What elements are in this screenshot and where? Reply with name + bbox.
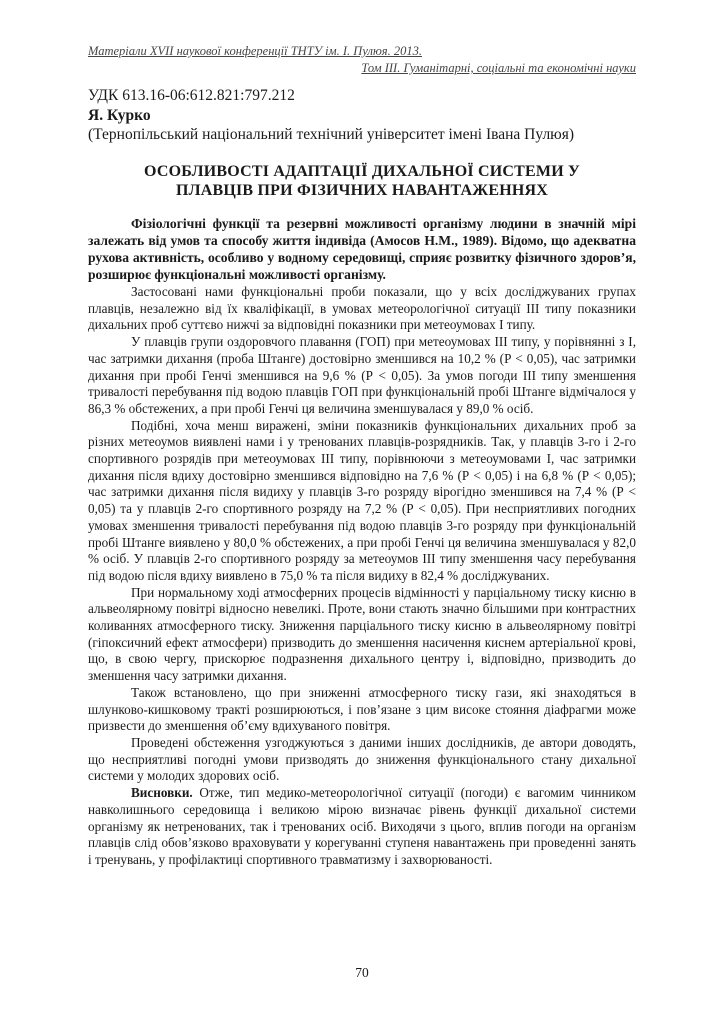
header-conference: Матеріали XVІІ наукової конференції ТНТУ ім. І. Пулюя. 2013. [88,44,422,58]
title-line-1: ОСОБЛИВОСТІ АДАПТАЦІЇ ДИХАЛЬНОЇ СИСТЕМИ У [143,163,580,180]
body-paragraph: Подібні, хоча менш виражені, зміни показників функціональних дихальних проб за різних метеоумов виявлені нами і у тренованих плавців-розрядників. Так, у плавців 3-го і 2-го спортивного розрядів при метеоумовах ІІІ типу, порівнюючи з метеоумовами І, час затримки дихання після вдиху достовірно зменшився відповідно на 7,6 % (Р < 0,05) і на 6,8 % (Р < 0,05); час затримки дихання після видиху у плавців 3-го розряду вірогідно зменшився на 7,4 % (Р < 0,05) та у плавців 2-го спортивного розряду на 7,2 % (Р < 0,05). При несприятливих погодних умовах зменшення тривалості перебування під водою плавців 3-го розряду при функціональній пробі Штанге виявлено у 80,0 % обстежених, а при пробі Генчі ця величина зменшувалася у 82,0 % осіб. У плавців 2-го спортивного розряду за метеоумов ІІІ типу зменшення часу перебування під водою після вдиху виявлено в 75,0 % та після видиху в 82,4 % досліджуваних. [88,417,636,583]
body-paragraph: У плавців групи оздоровчого плавання (ГОП) при метеоумовах ІІІ типу, у порівнянні з І, час затримки дихання (проба Штанге) достовірно зменшився на 10,2 % (Р < 0,05), час затримки дихання при пробі Генчі зменшився на 9,6 % (Р < 0,05). За умов погоди ІІІ типу зменшення тривалості перебування під водою плавців ГОП при функціональній пробі Штанге відмічалося у 86,3 % обстежених, а при пробі Генчі ця величина зменшувалася у 89,0 % осіб. [88,334,636,416]
body-paragraph: Також встановлено, що при зниженні атмосферного тиску гази, які знаходяться в шлунково-кишковому тракті розширюються, і пов’язане з цим високе стояння діафрагми може призвести до зменшення об’єму вдихуваного повітря. [88,684,636,734]
author-name: Я. Курко [88,107,151,124]
header-volume: Том ІІІ. Гуманітарні, соціальні та економічні науки [361,61,636,75]
conclusions-paragraph [88,785,636,869]
author-affiliation: (Тернопільський національний технічний університет імені Івана Пулюя) [88,126,575,143]
body-paragraph: При нормальному ході атмосферних процесів відмінності у парціальному тиску кисню в альвеолярному повітрі відносно невеликі. Проте, вони стають значно більшими при контрастних коливаннях атмосферного тиску. Зниження парціального тиску кисню в альвеолярному повітрі (гіпоксичний ефект атмосфери) призводить до зменшення насичення киснем артеріальної крові, що, в свою чергу, прискорює подразнення дихального центру і, відповідно, призводить до зменшення часу затримки дихання. [88,584,636,684]
conclusions-label: Висновки. [131,785,193,801]
running-header [88,44,636,76]
body-paragraph: Застосовані нами функціональні проби показали, що у всіх досліджуваних групах плавців, незалежно від їх кваліфікації, в умовах метеорологічної ситуації ІІІ типу показники дихальних проб суттєво нижчі за відповідні показники при метеоумовах І типу. [88,284,636,333]
title-line-2: ПЛАВЦІВ ПРИ ФІЗИЧНИХ НАВАНТАЖЕННЯХ [175,182,549,199]
paper-title [88,162,636,200]
abstract-paragraph: Фізіологічні функції та резервні можливості організму людини в значній мірі залежать від умов та способу життя індивіда (Амосов Н.М., 1989). Відомо, що адекватна рухова активність, особливо у водному середовищі, сприяє розвитку фізичного здоров’я, розширює функціональні можливості організму. [88,216,636,282]
udk-code: УДК 613.16-06:612.821:797.212 [88,87,295,104]
body-paragraph: Проведені обстеження узгоджуються з даними інших дослідників, де автори доводять, що несприятливі погодні умови призводять до зниження функціонального стану дихальної системи у молодих здорових осіб. [88,734,636,784]
conclusions-text: Отже, тип медико-метеорологічної ситуації (погоди) є вагомим чинником навколишнього середовища і великою мірою визначає рівень функції дихальної системи організму як нетренованих, так і тренованих осіб. Виходячи з цього, вплив погоди на організм плавців слід обов’язково враховувати у корегуванні ступеня навантажень при проведенні занять і тренувань, у профілактиці спортивного травматизму і захворюваності. [88,785,636,867]
article-body [88,215,636,869]
page-number: 70 [355,965,369,980]
